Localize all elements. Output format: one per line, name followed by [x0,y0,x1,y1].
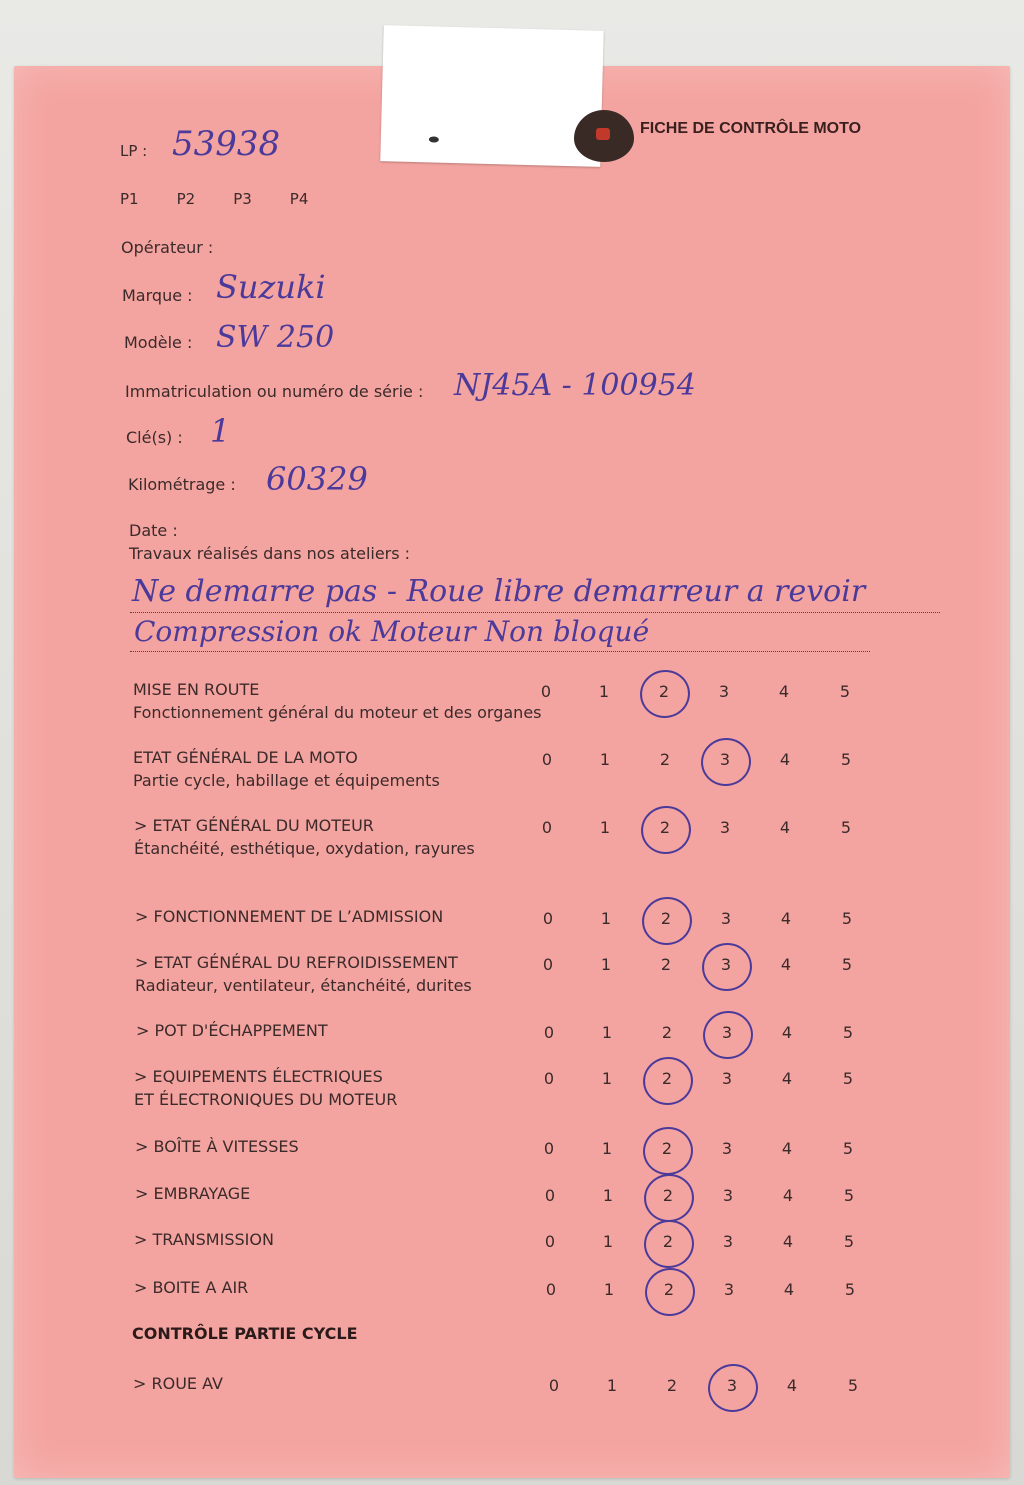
score-option-4[interactable]: 4 [783,1280,795,1299]
score-option-4[interactable]: 4 [786,1376,798,1395]
score-option-0[interactable]: 0 [540,682,552,701]
modele-label: Modèle : [124,333,193,352]
score-option-1[interactable]: 1 [603,1280,615,1299]
score-option-1[interactable]: 1 [601,1139,613,1158]
score-option-1[interactable]: 1 [602,1186,614,1205]
score-option-1[interactable]: 1 [599,818,611,837]
score-option-1[interactable]: 1 [600,909,612,928]
travaux-line-1 [130,612,940,613]
score-option-2[interactable]: 2 [659,750,671,769]
score-option-3[interactable]: 3 [723,1280,735,1299]
p3-option[interactable]: P3 [233,190,252,208]
travaux-line-2 [130,651,870,652]
score-option-0[interactable]: 0 [543,1069,555,1088]
lp-label: LP : [120,142,148,160]
score-option-0[interactable]: 0 [544,1186,556,1205]
score-option-2[interactable]: 2 [659,818,671,837]
score-option-3[interactable]: 3 [726,1376,738,1395]
score-option-2[interactable]: 2 [662,1232,674,1251]
section-title-partie-cycle: CONTRÔLE PARTIE CYCLE [132,1324,358,1343]
cles-value[interactable]: 1 [210,412,231,450]
score-option-1[interactable]: 1 [602,1232,614,1251]
score-option-1[interactable]: 1 [601,1023,613,1042]
travaux-text-1[interactable]: Ne demarre pas - Roue libre demarreur a revoir [132,574,866,609]
score-option-3[interactable]: 3 [722,1186,734,1205]
score-option-2[interactable]: 2 [661,1023,673,1042]
score-option-0[interactable]: 0 [545,1280,557,1299]
score-option-4[interactable]: 4 [782,1232,794,1251]
criterion-subtitle: Partie cycle, habillage et équipements [133,771,440,790]
score-option-5[interactable]: 5 [844,1280,856,1299]
criterion-title: > EMBRAYAGE [135,1184,251,1203]
immat-label: Immatriculation ou numéro de série : [125,382,424,401]
score-option-5[interactable]: 5 [841,955,853,974]
score-option-2[interactable]: 2 [661,1069,673,1088]
cles-label: Clé(s) : [126,428,183,447]
score-option-5[interactable]: 5 [843,1186,855,1205]
score-option-4[interactable]: 4 [782,1186,794,1205]
score-option-5[interactable]: 5 [847,1376,859,1395]
score-option-2[interactable]: 2 [660,955,672,974]
score-option-3[interactable]: 3 [719,750,731,769]
criterion-title: > ETAT GÉNÉRAL DU REFROIDISSEMENT [135,953,458,972]
km-label: Kilométrage : [128,475,236,494]
sheet-title: FICHE DE CONTRÔLE MOTO [640,120,862,137]
priority-options [120,190,346,208]
score-option-3[interactable]: 3 [720,909,732,928]
score-option-4[interactable]: 4 [781,1139,793,1158]
criterion-title: > EQUIPEMENTS ÉLECTRIQUES [134,1067,383,1086]
criterion-subtitle: Radiateur, ventilateur, étanchéité, durites [135,976,472,995]
modele-value[interactable]: SW 250 [216,320,335,355]
score-option-1[interactable]: 1 [599,750,611,769]
score-option-2[interactable]: 2 [666,1376,678,1395]
score-option-4[interactable]: 4 [780,909,792,928]
score-option-4[interactable]: 4 [779,750,791,769]
criterion-subtitle: Étanchéité, esthétique, oxydation, rayures [134,839,475,858]
criterion-title: > BOÎTE À VITESSES [135,1137,299,1156]
score-option-5[interactable]: 5 [840,818,852,837]
travaux-label: Travaux réalisés dans nos ateliers : [129,544,411,563]
score-option-2[interactable]: 2 [663,1280,675,1299]
score-option-1[interactable]: 1 [600,955,612,974]
score-option-0[interactable]: 0 [542,955,554,974]
score-option-3[interactable]: 3 [719,818,731,837]
score-option-0[interactable]: 0 [543,1139,555,1158]
marque-value[interactable]: Suzuki [216,268,326,306]
operateur-label: Opérateur : [121,238,214,257]
score-option-5[interactable]: 5 [839,682,851,701]
score-option-3[interactable]: 3 [722,1232,734,1251]
score-option-5[interactable]: 5 [843,1232,855,1251]
score-option-4[interactable]: 4 [779,818,791,837]
immat-value[interactable]: NJ45A - 100954 [454,368,696,403]
criterion-title: > ROUE AV [133,1374,223,1393]
score-option-5[interactable]: 5 [841,909,853,928]
score-option-4[interactable]: 4 [781,1069,793,1088]
score-option-0[interactable]: 0 [543,1023,555,1042]
score-option-0[interactable]: 0 [541,750,553,769]
score-option-3[interactable]: 3 [720,955,732,974]
score-option-2[interactable]: 2 [660,909,672,928]
criterion-title: ETAT GÉNÉRAL DE LA MOTO [133,748,358,767]
score-option-4[interactable]: 4 [781,1023,793,1042]
score-option-3[interactable]: 3 [718,682,730,701]
criterion-title: > TRANSMISSION [134,1230,274,1249]
score-option-4[interactable]: 4 [780,955,792,974]
lp-value[interactable]: 53938 [172,124,281,164]
score-option-0[interactable]: 0 [544,1232,556,1251]
score-option-5[interactable]: 5 [842,1139,854,1158]
score-option-0[interactable]: 0 [548,1376,560,1395]
date-label: Date : [129,521,178,540]
p1-option[interactable]: P1 [120,190,139,208]
moto-logo-icon [574,110,634,162]
score-option-1[interactable]: 1 [598,682,610,701]
white-sticker [380,25,603,167]
score-option-2[interactable]: 2 [662,1186,674,1205]
p2-option[interactable]: P2 [176,190,196,208]
criterion-subtitle: ET ÉLECTRONIQUES DU MOTEUR [134,1090,398,1109]
score-option-5[interactable]: 5 [842,1023,854,1042]
criterion-title: > POT D'ÉCHAPPEMENT [136,1021,328,1040]
travaux-text-2[interactable]: Compression ok Moteur Non bloqué [134,615,650,648]
score-option-3[interactable]: 3 [721,1139,733,1158]
score-option-2[interactable]: 2 [661,1139,673,1158]
score-option-5[interactable]: 5 [840,750,852,769]
score-option-5[interactable]: 5 [842,1069,854,1088]
criterion-subtitle: Fonctionnement général du moteur et des organes [133,703,542,722]
score-option-1[interactable]: 1 [606,1376,618,1395]
score-option-3[interactable]: 3 [721,1023,733,1042]
score-option-0[interactable]: 0 [541,818,553,837]
marque-label: Marque : [122,286,193,305]
score-option-4[interactable]: 4 [778,682,790,701]
p4-option[interactable]: P4 [289,190,309,208]
criterion-title: > BOITE A AIR [134,1278,249,1297]
score-option-2[interactable]: 2 [658,682,670,701]
score-option-3[interactable]: 3 [721,1069,733,1088]
criterion-title: > FONCTIONNEMENT DE L’ADMISSION [135,907,444,926]
km-value[interactable]: 60329 [266,460,368,498]
score-option-0[interactable]: 0 [542,909,554,928]
score-option-1[interactable]: 1 [601,1069,613,1088]
criterion-title: > ETAT GÉNÉRAL DU MOTEUR [134,816,374,835]
criterion-title: MISE EN ROUTE [133,680,260,699]
